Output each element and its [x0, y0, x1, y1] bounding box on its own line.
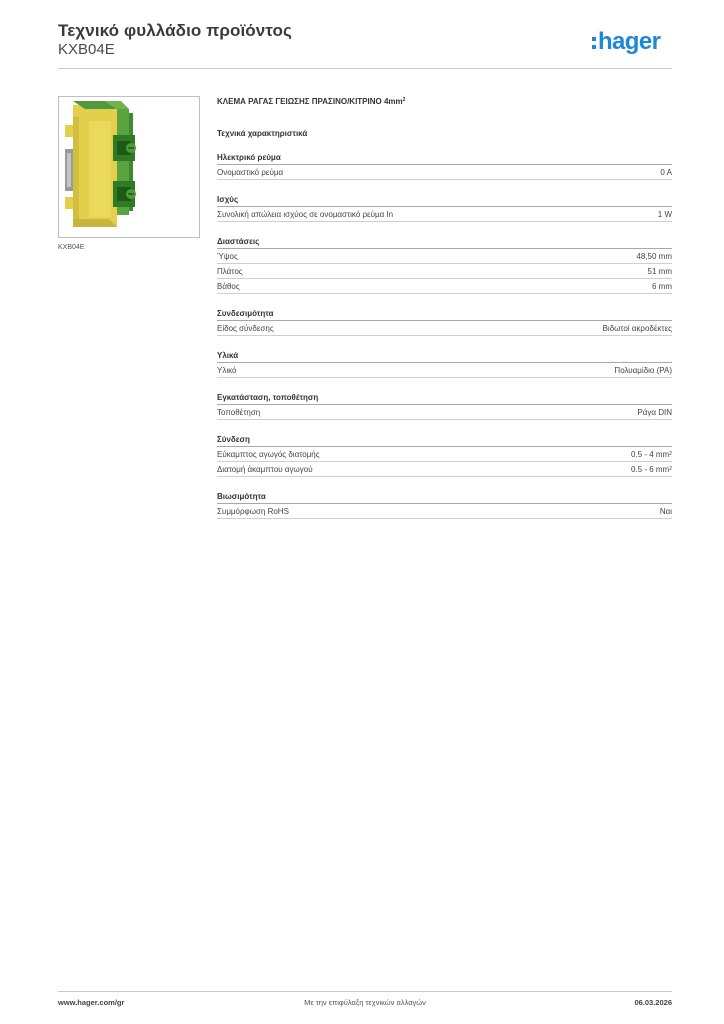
terminal-block-illustration — [59, 97, 199, 237]
spec-group-installation — [217, 392, 672, 420]
spec-value: 51 mm — [647, 266, 672, 276]
spec-label: Διατομή άκαμπτου αγωγού — [217, 464, 313, 474]
footer-divider — [58, 991, 672, 992]
spec-row — [217, 405, 672, 420]
spec-value — [631, 450, 672, 459]
group-heading: Ισχύς — [217, 194, 672, 207]
spec-label: Εύκαμπτος αγωγός διατομής — [217, 449, 320, 459]
section-title: Τεχνικά χαρακτηριστικά — [217, 129, 308, 138]
product-description-sup: 2 — [402, 97, 406, 103]
spec-row — [217, 363, 672, 378]
spec-value-text: 0.5 - 6 mm — [630, 464, 670, 474]
spec-value: 48,50 mm — [636, 251, 672, 261]
group-heading: Διαστάσεις — [217, 236, 672, 249]
spec-value — [631, 465, 672, 474]
spec-group-electrical — [217, 152, 672, 180]
spec-row — [217, 504, 672, 519]
spec-value: Ράγα DIN — [637, 407, 672, 417]
spec-value: 0 A — [660, 167, 672, 177]
document-title: Τεχνικό φυλλάδιο προϊόντος — [58, 21, 292, 40]
spec-value: Πολυαμίδιο (PA) — [614, 365, 672, 375]
spec-row — [217, 447, 672, 462]
spec-value-text: 0.5 - 4 mm — [630, 449, 670, 459]
spec-label: Υλικό — [217, 365, 237, 375]
spec-row — [217, 207, 672, 222]
spec-label: Ονομαστικό ρεύμα — [217, 167, 284, 177]
product-image — [58, 96, 200, 238]
group-heading: Σύνδεση — [217, 434, 672, 447]
spec-label: Ύψος — [217, 251, 238, 261]
spec-label: Συνολική απώλεια ισχύος σε ονομαστικό ρεύμα In — [217, 209, 394, 219]
spec-label: Πλάτος — [217, 266, 243, 276]
group-heading: Ηλεκτρικό ρεύμα — [217, 152, 672, 165]
spec-group-power — [217, 194, 672, 222]
group-heading: Συνδεσιμότητα — [217, 308, 672, 321]
spec-value-sup: 2 — [669, 465, 672, 472]
hager-logo — [592, 27, 660, 57]
footer-notice: Με την επιφύλαξη τεχνικών αλλαγών — [304, 998, 426, 1007]
spec-value-sup: 2 — [669, 450, 672, 457]
spec-group-connection — [217, 434, 672, 477]
spec-row — [217, 279, 672, 294]
group-heading: Βιωσιμότητα — [217, 491, 672, 504]
logo-dots-icon — [592, 37, 596, 49]
spec-row — [217, 249, 672, 264]
spec-content — [217, 96, 672, 519]
product-description-text: ΚΛΕΜΑ ΡΑΓΑΣ ΓΕΙΩΣΗΣ ΠΡΑΣΙΝΟ/ΚΙΤΡΙΝΟ 4mm — [217, 97, 403, 106]
spec-row — [217, 462, 672, 477]
spec-row — [217, 165, 672, 180]
product-code: KXB04E — [58, 41, 115, 58]
spec-group-connectivity — [217, 308, 672, 336]
footer — [58, 998, 672, 1010]
spec-row — [217, 264, 672, 279]
spec-group-sustainability — [217, 491, 672, 519]
spec-label: Βάθος — [217, 281, 240, 291]
spec-group-dimensions — [217, 236, 672, 294]
spec-label: Τοποθέτηση — [217, 407, 261, 417]
spec-value: Βιδωτοί ακροδέκτες — [602, 323, 672, 333]
logo-text: hager — [598, 28, 661, 55]
spec-value: Ναι — [659, 506, 672, 516]
header-divider — [58, 68, 672, 69]
product-description — [217, 96, 672, 108]
image-caption: KXB04E — [58, 244, 85, 251]
footer-date: 06.03.2026 — [634, 998, 672, 1007]
spec-group-materials — [217, 350, 672, 378]
spec-label: Είδος σύνδεσης — [217, 323, 274, 333]
group-heading: Υλικά — [217, 350, 672, 363]
group-heading: Εγκατάσταση, τοποθέτηση — [217, 392, 672, 405]
spec-row — [217, 321, 672, 336]
spec-value: 1 W — [657, 209, 672, 219]
spec-value: 6 mm — [652, 281, 672, 291]
spec-label: Συμμόρφωση RoHS — [217, 506, 289, 516]
footer-website-link[interactable]: www.hager.com/gr — [58, 998, 125, 1007]
